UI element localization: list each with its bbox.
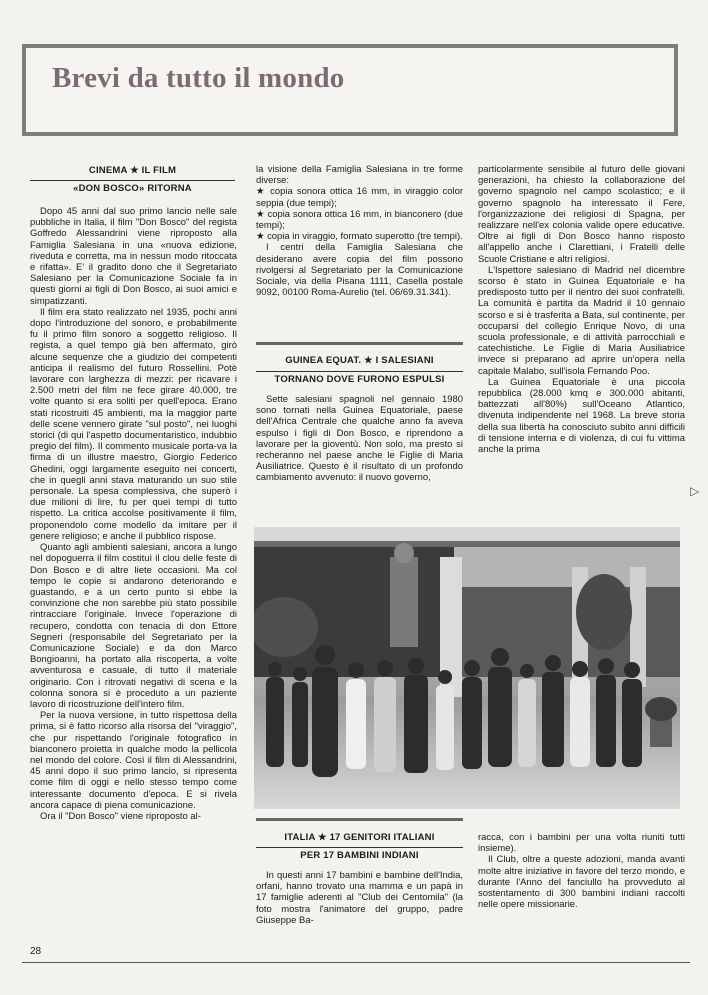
- article1-divider: [30, 180, 235, 181]
- article3-paragraph: In questi anni 17 bambini e bambine dell'India, orfani, hanno trovato una mamma e un papà in 17 famiglie aderenti al "Club dei Centomila" (la foto mostra l'animatore del gruppo, padre Giuseppe Ba-: [256, 870, 463, 926]
- article3-divider: [256, 847, 463, 848]
- article1-headline: «DON BOSCO» RITORNA: [73, 183, 192, 194]
- article1-paragraph: Quanto agli ambienti salesiani, ancora a lungo nel dopoguerra il film costituì il clou delle feste di Don Bosco e di altre liete occasioni. Ma col tempo le copie si andarono deteriorando e guastando, e a un certo punto si ebbe la convinzione che non sarebbe più stato possibile rintracciare l'originale. Invece l'operazione di recupero, condotta con tenacia di don Ettore Segneri (responsabile del Segretariato per la Comunicazione Sociale) e da don Marco Bongioanni, ha portato alla riscoperta, a volte avventurosa e casuale, di tutto il materiale originario. Con i ritrovati negativi di scena e la colonna sonora si è proceduto a un paziente lavoro di ricostruzione dell'intero film.: [30, 542, 237, 710]
- article3-top-rule: [256, 818, 463, 821]
- article1-paragraph: Ora il "Don Bosco" viene riproposto al-: [40, 810, 201, 822]
- continue-arrow-icon: ▷: [690, 484, 700, 498]
- article3-paragraph: Il Club, oltre a queste adozioni, manda avanti molte altre iniziative in favore del terzo mondo, e durante l'Anno del fanciullo ha provveduto al sostentamento di 300 bambini indiani raccolti nelle opere missionarie.: [478, 854, 685, 911]
- article1-paragraph: Dopo 45 anni dal suo primo lancio nelle sale pubbliche in Italia, il film "Don Bosco" del regista Goffredo Alessandrini viene riproposto alla Famiglia Salesiana in una «nuova edizione, riveduta e corretta, ma in nessun modo ritoccata e rifatta». E' il gradito dono che il Segretariato Salesiano per la Comunicazione Sociale fa in questi giorni ai figli di Don Bosco, ai suoi amici e simpatizzanti.: [30, 206, 237, 307]
- page-bottom-rule: [22, 962, 690, 963]
- article1-bullet: ★ copia sonora ottica 16 mm, in bianconero (due tempi);: [256, 208, 463, 232]
- article3-headline: PER 17 BAMBINI INDIANI: [300, 850, 419, 861]
- article1-paragraph: Per la nuova versione, in tutto rispettosa della prima, si è fatto ricorso alla risorsa del "viraggio", che pur rispettando l'originale fotografico in bianconero proietta in qualche modo la pellicola nel mondo del colore. Così il film di Alessandrini, 45 anni dopo il suo primo lancio, si ripresenta come film di oggi e nello stesso tempo come interessante documento d'epoca. E si rivela ancora capace di piena comunicazione.: [30, 710, 237, 811]
- article2-kicker: GUINEA EQUAT. ★ I SALESIANI: [285, 355, 434, 366]
- article2-column3: [478, 164, 685, 455]
- photo-illustration: [254, 527, 680, 809]
- article2-paragraph: particolarmente sensibile al futuro delle giovani generazioni, ha chiesto la collaborazione del governo spagnolo nel campo scolastico; e il governo spagnolo ha interessato il Fere, l'organizzazione dei religiosi di Spagna, per realizzare nell'ex colonia valide opere educative. Oltre ai figli di Don Bosco hanno risposto all'appello anche i Clarettiani, i Fratelli delle Scuole Cristiane e altri religiosi.: [478, 164, 685, 265]
- section-title-box: [22, 44, 678, 136]
- article2-divider: [256, 371, 463, 372]
- page-number: 28: [30, 946, 42, 957]
- article1-paragraph: Il film era stato realizzato nel 1935, pochi anni dopo l'introduzione del sonoro, e probabilmente fu il primo film sonoro a soggetto religioso. Il regista, a quel tempo già ben affermato, girò alcune sequenze che a giudizio dei competenti anticipa il realismo del futuro Rossellini. Potè lavorare con larghezza di mezzi: per ricavare i 2.500 metri del film ne fece girare 40.000, tre volte quanto si era soliti per quell'epoca. Erano stati ricostruiti 45 ambienti, ma la maggior parte delle scene vennero girate "sul posto", nei luoghi storici (di qui l'aspetto documentaristico, indubbio pregio del film). Il commento musicale porta-va la firma di un illustre maestro, Giorgio Federico Ghedini, oggi largamente eseguito nei concerti, che in quegli anni stava maturando un suo stile personale. La spesa complessiva, che superò i due milioni di lire, fu per quei tempi di tutto rispetto. La critica accolse positivamente il film, proponendolo come modello da imitare per il genere religioso; e anche il pubblico rispose.: [30, 306, 237, 542]
- article1-column2: [256, 164, 463, 298]
- article3-kicker: ITALIA ★ 17 GENITORI ITALIANI: [284, 832, 435, 843]
- article1-contact-paragraph: I centri della Famiglia Salesiana che desiderano avere copia del film possono rivolgersi al Segretariato per la Comunicazione Sociale, via della Pisana 1111, Casella postale 9092, 00100 Roma-Aurelio (tel. 06/69.31.341).: [256, 242, 463, 299]
- article1-list-intro: la visione della Famiglia Salesiana in tre forme diverse:: [256, 164, 463, 187]
- article3-column3: [478, 832, 685, 910]
- article2-paragraph: Sette salesiani spagnoli nel gennaio 1980 sono tornati nella Guinea Equatoriale, paese dell'Africa Centrale che qualche anno fa aveva espulso i figli di Don Bosco, e riprendono a lavorare per la gioventù. Non solo, ma presto si recheranno nel paese anche le Figlie di Maria Ausiliatrice. Questo è il risultato di un profondo cambiamento avvenuto: il nuovo governo,: [256, 394, 463, 484]
- article1-kicker: CINEMA ★ IL FILM: [88, 165, 177, 176]
- group-photo: [254, 527, 680, 809]
- article1-bullet: ★ copia in viraggio, formato superotto (tre tempi).: [256, 231, 463, 243]
- article2-paragraph: La Guinea Equatoriale è una piccola repubblica (28.000 kmq e 300.000 abitanti, battezzati all'80%) sull'Oceano Atlantico, divenuta indipendente nel 1968. La breve storia della sua libertà ha conosciuto subito anni difficili di tensione interna e di violenza, di cui fu vittima anche la prima: [478, 376, 685, 456]
- article1-bullet: ★ copia sonora ottica 16 mm, in viraggio color seppia (due tempi);: [256, 186, 463, 209]
- article2-column2: [256, 394, 463, 484]
- article3-column2: [256, 870, 463, 926]
- section-title: Brevi da tutto il mondo: [52, 62, 345, 94]
- article1-column1: [30, 206, 237, 822]
- article3-paragraph: racca, con i bambini per una volta riuniti tutti insieme).: [478, 832, 685, 855]
- article2-paragraph: L'Ispettore salesiano di Madrid nel dicembre scorso è stato in Guinea Equatoriale e ha predisposto tutto per il rientro dei suoi confratelli. La comunità è partita da Madrid il 10 gennaio scorso e si è trasferita a Bata, sul continente, per occuparsi del collegio Enrique Novo, di una scuola professionale, e di attività parrocchiali e catechistiche. Le Figlie di Maria Ausiliatrice invece si preparano ad aprire un'opera nella capitale Malabo, sull'isola Fernando Poo.: [478, 264, 685, 377]
- article2-headline: TORNANO DOVE FURONO ESPULSI: [274, 374, 445, 385]
- article2-top-rule: [256, 342, 463, 345]
